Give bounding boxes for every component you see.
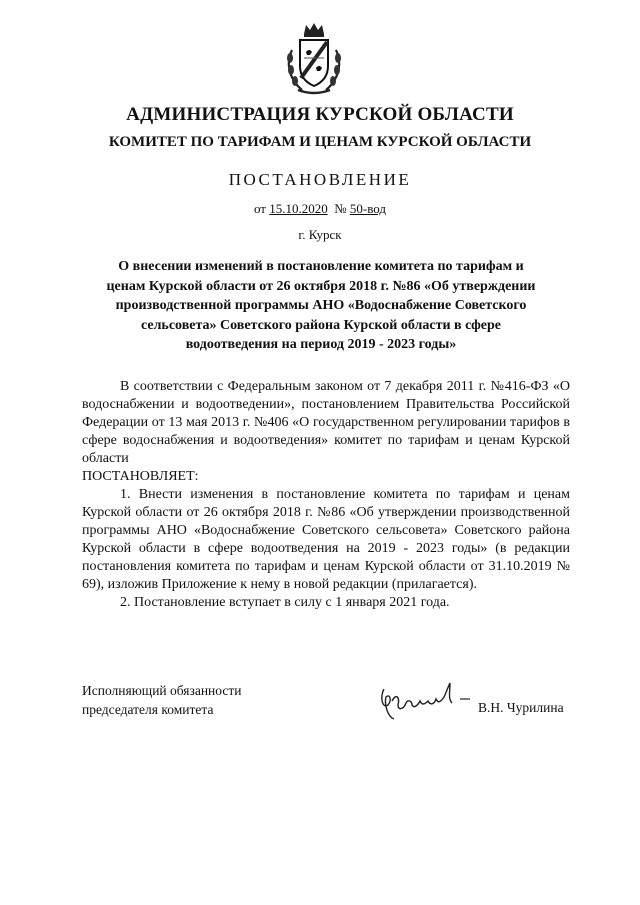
- org-name: АДМИНИСТРАЦИЯ КУРСКОЙ ОБЛАСТИ: [126, 104, 514, 125]
- preamble-paragraph: В соответствии с Федеральным законом от 7 декабря 2011 г. №416-ФЗ «О водоснабжении и водоотведении», постановлением Правительства Российской Федерации от 13 мая 2013 г. №406 «О государственном регулировании тарифов в сфере водоснабжения и водоотведения» комитет по тарифам и ценам Курской области: [82, 379, 570, 466]
- date-prefix: от: [253, 201, 266, 216]
- title-line: О внесении изменений в постановление комитета по тарифам и: [118, 259, 524, 274]
- signatory-position: [82, 681, 241, 719]
- title-line: ценам Курской области от 26 октября 2018 г. №86 «Об утверждении: [106, 278, 536, 294]
- signatory-name: В.Н. Чурилина: [478, 700, 564, 715]
- number-prefix: №: [334, 201, 347, 216]
- kursk-coat-of-arms-icon: [282, 20, 346, 98]
- document-number: 50-вод: [349, 201, 387, 216]
- committee-name: КОМИТЕТ ПО ТАРИФАМ И ЦЕНАМ КУРСКОЙ ОБЛАСТИ: [108, 134, 532, 150]
- resolve-word: ПОСТАНОВЛЯЕТ:: [82, 469, 199, 484]
- document-body: [82, 378, 570, 612]
- document-date-number: [0, 201, 640, 217]
- handwritten-signature-icon: [376, 675, 476, 725]
- title-line: производственной программы АНО «Водоснабжение Советского: [115, 298, 527, 313]
- position-line-1: Исполняющий обязанности: [82, 683, 242, 698]
- document-date: 15.10.2020: [269, 201, 328, 216]
- title-line: сельсовета» Советского района Курской области в сфере: [140, 317, 502, 333]
- document-title: [96, 257, 546, 355]
- title-line: водоотведения на период 2019 - 2023 годы»: [185, 337, 457, 352]
- item-1-paragraph: 1. Внести изменения в постановление комитета по тарифам и ценам Курской области от 26 октября 2018 г. №86 «Об утверждении производственной программы АНО «Водоснабжение Советского сельсовета» Советского района Курской области в сфере водоотведения на 2019 - 2023 годы» (в редакции постановления комитета по тарифам и ценам Курской области от 31.10.2019 № 69), изложив Приложение к нему в новой редакции (прилагается).: [82, 487, 570, 592]
- document-city: г. Курск: [298, 227, 342, 242]
- position-line-2: председателя комитета: [82, 702, 214, 717]
- item-2-paragraph: 2. Постановление вступает в силу с 1 января 2021 года.: [120, 595, 450, 610]
- document-type: ПОСТАНОВЛЕНИЕ: [228, 170, 412, 189]
